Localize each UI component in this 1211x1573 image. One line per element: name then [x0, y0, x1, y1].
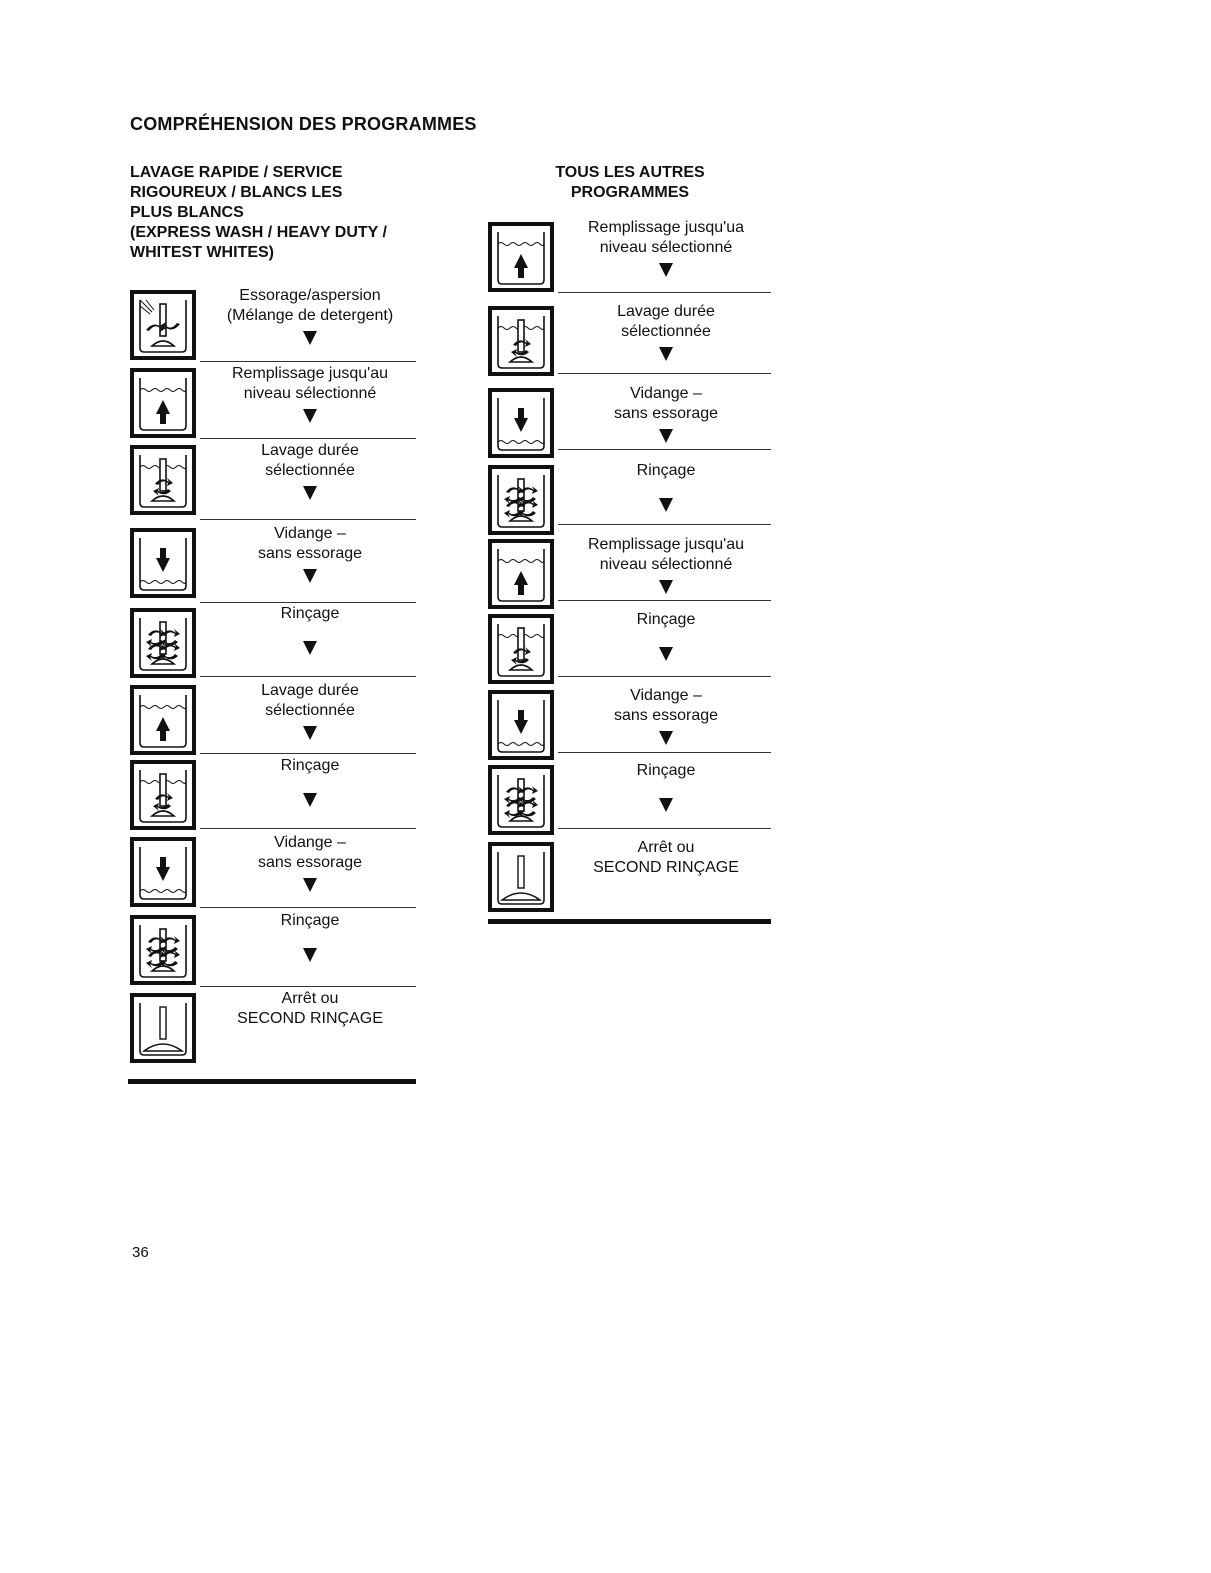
step-label: [562, 218, 770, 258]
step-label-line: niveau sélectionné: [243, 385, 377, 402]
step-label-line: Vidange –: [274, 834, 346, 851]
rinse-icon: [488, 465, 554, 535]
step-label-line: Rinçage: [636, 762, 696, 779]
step-divider: [200, 438, 416, 439]
left-title-line: PLUS BLANCS: [130, 204, 244, 221]
down-arrow-icon: [303, 331, 317, 345]
spray-spin-icon: [130, 290, 196, 360]
step-label-line: Vidange –: [630, 385, 702, 402]
step-label-line: Remplissage jusqu'au: [587, 536, 745, 553]
step-divider: [200, 753, 416, 754]
step-label-line: niveau sélectionné: [599, 239, 733, 256]
step-divider: [200, 676, 416, 677]
left-title-line: LAVAGE RAPIDE / SERVICE: [130, 164, 343, 181]
down-arrow-icon: [303, 486, 317, 500]
step-label: [562, 302, 770, 342]
step-label-line: sélectionnée: [265, 462, 355, 479]
rinse-icon: [488, 765, 554, 835]
step-label: [205, 833, 415, 873]
step-label-line: Lavage durée: [261, 442, 359, 459]
step-divider: [558, 676, 771, 677]
step-label: [205, 441, 415, 481]
left-end-rule: [128, 1079, 416, 1084]
step-divider: [200, 361, 416, 362]
step-label-line: sélectionnée: [621, 323, 711, 340]
page-title: COMPRÉHENSION DES PROGRAMMES: [130, 114, 477, 134]
step-divider: [558, 373, 771, 374]
step-label-line: Essorage/aspersion: [239, 287, 381, 304]
step-label: [205, 286, 415, 326]
step-label: [205, 989, 415, 1029]
down-arrow-icon: [303, 641, 317, 655]
stop-icon: [488, 842, 554, 912]
step-label: [205, 756, 415, 776]
drain-icon: [488, 388, 554, 458]
down-arrow-icon: [659, 798, 673, 812]
step-label: [205, 681, 415, 721]
step-label: [562, 610, 770, 630]
right-title-line: TOUS LES AUTRES: [555, 164, 705, 181]
down-arrow-icon: [659, 580, 673, 594]
step-divider: [558, 292, 771, 293]
page-number: 36: [132, 1244, 149, 1261]
step-label-line: niveau sélectionné: [599, 556, 733, 573]
fill-icon: [488, 222, 554, 292]
wash-icon: [130, 445, 196, 515]
step-label-line: Rinçage: [636, 611, 696, 628]
down-arrow-icon: [303, 726, 317, 740]
step-label-line: Rinçage: [280, 912, 340, 929]
step-divider: [200, 602, 416, 603]
step-label-line: Rinçage: [280, 605, 340, 622]
wash-icon: [130, 760, 196, 830]
down-arrow-icon: [659, 731, 673, 745]
left-title-line: WHITEST WHITES): [130, 244, 274, 261]
step-label: [205, 364, 415, 404]
step-divider: [558, 600, 771, 601]
step-divider: [200, 986, 416, 987]
down-arrow-icon: [659, 498, 673, 512]
step-label-line: Remplissage jusqu'ua: [587, 219, 745, 236]
step-label: [562, 761, 770, 781]
step-label-line: SECOND RINÇAGE: [593, 859, 739, 876]
step-divider: [558, 828, 771, 829]
down-arrow-icon: [303, 948, 317, 962]
step-label-line: Rinçage: [636, 462, 696, 479]
step-label-line: Lavage durée: [617, 303, 715, 320]
left-title-line: (EXPRESS WASH / HEAVY DUTY /: [130, 224, 387, 241]
step-divider: [558, 524, 771, 525]
step-label-line: (Mélange de detergent): [226, 307, 394, 324]
step-divider: [200, 519, 416, 520]
step-label: [562, 461, 770, 481]
step-label-line: SECOND RINÇAGE: [237, 1010, 383, 1027]
step-label-line: Lavage durée: [261, 682, 359, 699]
step-label: [562, 535, 770, 575]
step-label-line: Rinçage: [280, 757, 340, 774]
drain-icon: [130, 528, 196, 598]
step-label-line: sans essorage: [613, 405, 719, 422]
step-label-line: Arrêt ou: [281, 990, 339, 1007]
step-divider: [200, 907, 416, 908]
fill-icon: [130, 685, 196, 755]
step-label-line: sans essorage: [257, 854, 363, 871]
step-label: [205, 911, 415, 931]
step-divider: [200, 828, 416, 829]
step-label-line: Vidange –: [274, 525, 346, 542]
left-column-title: [130, 163, 430, 263]
step-label-line: Vidange –: [630, 687, 702, 704]
step-label-line: sans essorage: [613, 707, 719, 724]
right-column-title: [530, 163, 730, 203]
step-label: [562, 384, 770, 424]
rinse-icon: [130, 915, 196, 985]
step-label: [562, 686, 770, 726]
step-label-line: sans essorage: [257, 545, 363, 562]
step-label: [205, 604, 415, 624]
step-divider: [558, 752, 771, 753]
step-label-line: Remplissage jusqu'au: [231, 365, 389, 382]
step-label: [205, 524, 415, 564]
down-arrow-icon: [303, 569, 317, 583]
fill-icon: [130, 368, 196, 438]
rinse-icon: [130, 608, 196, 678]
drain-icon: [488, 690, 554, 760]
drain-icon: [130, 837, 196, 907]
down-arrow-icon: [659, 263, 673, 277]
wash-icon: [488, 614, 554, 684]
step-label: [562, 838, 770, 878]
wash-icon: [488, 306, 554, 376]
right-title-line: PROGRAMMES: [570, 184, 690, 201]
right-end-rule: [488, 919, 771, 924]
down-arrow-icon: [659, 647, 673, 661]
left-title-line: RIGOUREUX / BLANCS LES: [130, 184, 343, 201]
step-label-line: sélectionnée: [265, 702, 355, 719]
down-arrow-icon: [303, 793, 317, 807]
step-label-line: Arrêt ou: [637, 839, 695, 856]
stop-icon: [130, 993, 196, 1063]
down-arrow-icon: [303, 409, 317, 423]
down-arrow-icon: [659, 347, 673, 361]
fill-icon: [488, 539, 554, 609]
down-arrow-icon: [303, 878, 317, 892]
down-arrow-icon: [659, 429, 673, 443]
step-divider: [558, 449, 771, 450]
